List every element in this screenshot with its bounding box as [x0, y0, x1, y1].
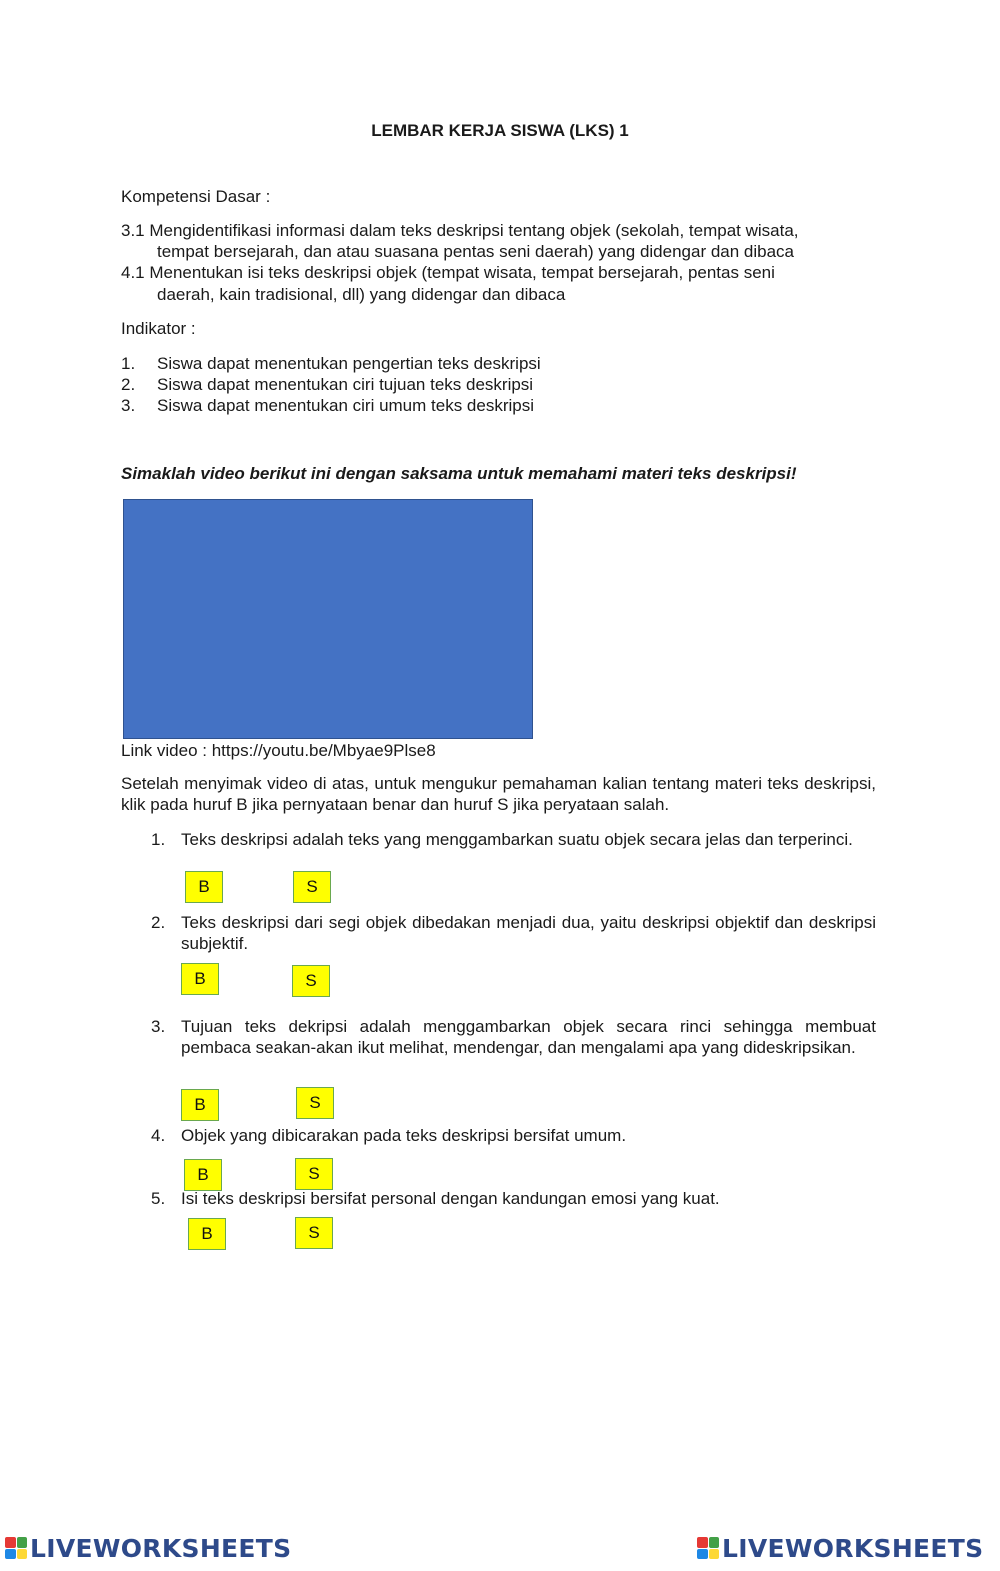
liveworksheets-logo-right	[697, 1533, 983, 1563]
video-instruction: Simaklah video berikut ini dengan saksama untuk memahami materi teks deskripsi!	[121, 464, 797, 483]
question-number: 2.	[151, 913, 166, 932]
kompetensi-item-1-line2: tempat bersejarah, dan atau suasana pentas seni daerah) yang didengar dan dibaca	[157, 242, 795, 261]
kompetensi-item-1-line1: 3.1 Mengidentifikasi informasi dalam teks deskripsi tentang objek (sekolah, tempat wisata,	[121, 221, 799, 240]
indikator-number: 3.	[121, 396, 136, 415]
kompetensi-heading: Kompetensi Dasar :	[121, 187, 271, 206]
question-text: Isi teks deskripsi bersifat personal dengan kandungan emosi yang kuat.	[181, 1189, 720, 1208]
liveworksheets-mark-icon	[697, 1537, 719, 1559]
question-number: 4.	[151, 1126, 166, 1145]
logo-text: LIVEWORKSHEETS	[30, 1533, 292, 1563]
question-text: Objek yang dibicarakan pada teks deskripsi bersifat umum.	[181, 1126, 627, 1145]
question-number: 1.	[151, 830, 166, 849]
indikator-number: 1.	[121, 354, 136, 373]
instructions-paragraph: Setelah menyimak video di atas, untuk mengukur pemahaman kalian tentang materi teks deskripsi, klik pada huruf B jika pernyataan benar dan huruf S jika peryataan salah.	[121, 774, 876, 814]
kompetensi-item-2-line2: daerah, kain tradisional, dll) yang didengar dan dibaca	[157, 285, 566, 304]
answer-s-button[interactable]: S	[295, 1217, 333, 1249]
video-link[interactable]: Link video : https://youtu.be/Mbyae9Plse8	[121, 741, 436, 760]
indikator-item: Siswa dapat menentukan ciri tujuan teks deskripsi	[157, 375, 534, 394]
question-number: 3.	[151, 1017, 166, 1036]
logo-text: LIVEWORKSHEETS	[722, 1533, 984, 1563]
answer-b-button[interactable]: B	[185, 871, 223, 903]
question-text: Teks deskripsi dari segi objek dibedakan menjadi dua, yaitu deskripsi objektif dan deskripsi subjektif.	[181, 913, 876, 953]
question-text: Tujuan teks dekripsi adalah menggambarkan objek secara rinci sehingga membuat pembaca seakan-akan ikut melihat, mendengar, dan mengalami apa yang dideskripsikan.	[181, 1017, 876, 1057]
indikator-item: Siswa dapat menentukan ciri umum teks deskripsi	[157, 396, 534, 415]
indikator-item: Siswa dapat menentukan pengertian teks deskripsi	[157, 354, 541, 373]
answer-b-button[interactable]: B	[184, 1159, 222, 1191]
kompetensi-item-2-line1: 4.1 Menentukan isi teks deskripsi objek (tempat wisata, tempat bersejarah, pentas seni	[121, 263, 775, 282]
question-text: Teks deskripsi adalah teks yang menggambarkan suatu objek secara jelas dan terperinci.	[181, 830, 853, 849]
answer-s-button[interactable]: S	[296, 1087, 334, 1119]
question-number: 5.	[151, 1189, 166, 1208]
answer-s-button[interactable]: S	[295, 1158, 333, 1190]
answer-s-button[interactable]: S	[293, 871, 331, 903]
answer-b-button[interactable]: B	[181, 1089, 219, 1121]
indikator-heading: Indikator :	[121, 319, 196, 338]
answer-s-button[interactable]: S	[292, 965, 330, 997]
liveworksheets-mark-icon	[5, 1537, 27, 1559]
page-title: LEMBAR KERJA SISWA (LKS) 1	[371, 121, 629, 140]
answer-b-button[interactable]: B	[188, 1218, 226, 1250]
video-embed[interactable]	[123, 499, 533, 739]
answer-b-button[interactable]: B	[181, 963, 219, 995]
liveworksheets-logo-left	[5, 1533, 291, 1563]
indikator-number: 2.	[121, 375, 136, 394]
